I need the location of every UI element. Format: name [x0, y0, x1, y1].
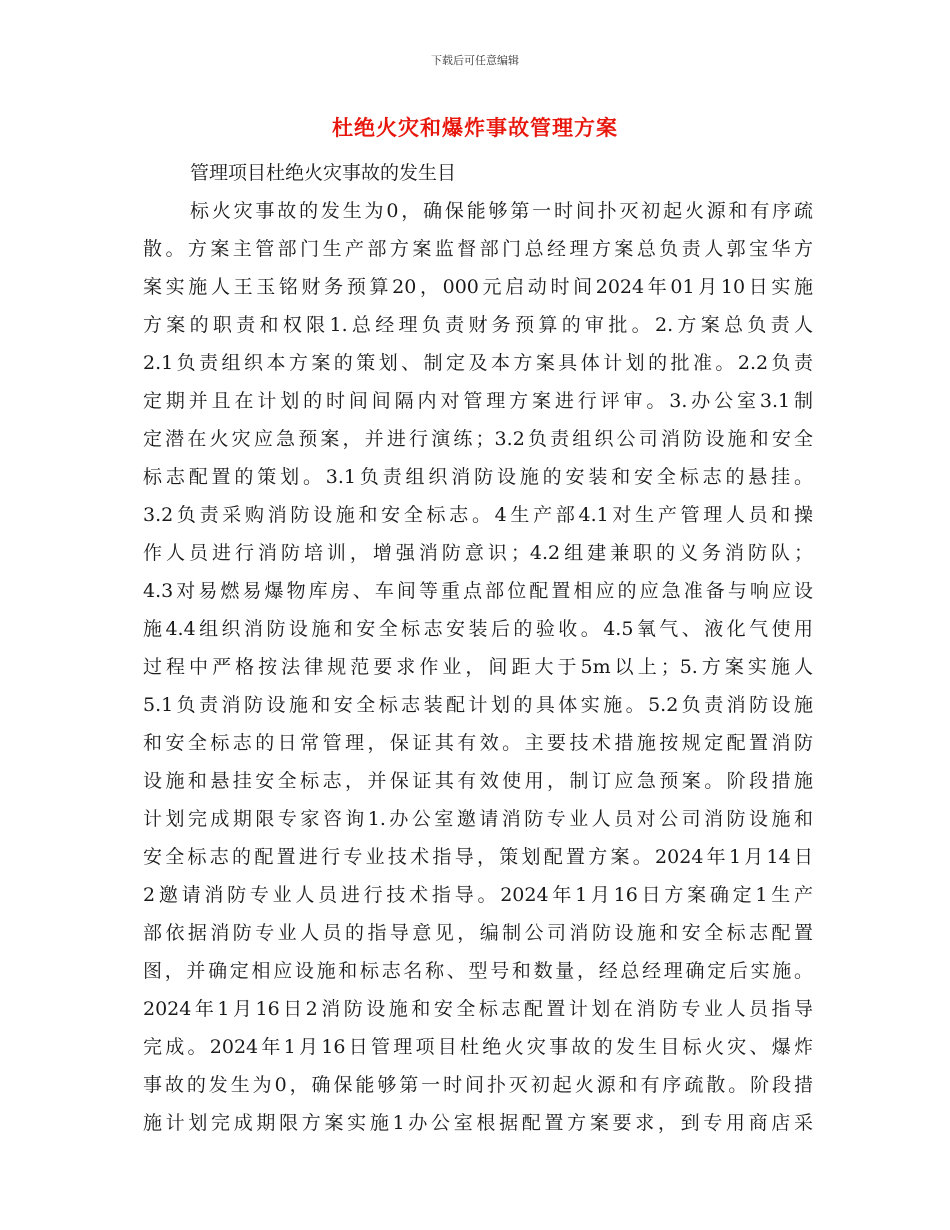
body-line: 5.1负责消防设施和安全标志装配计划的具体实施。5.2负责消防设施: [143, 694, 813, 716]
body-line: 设施和悬挂安全标志，并保证其有效使用，制订应急预案。阶段措施: [143, 770, 813, 792]
body-line: 3.2负责采购消防设施和安全标志。4生产部4.1对生产管理人员和操: [143, 504, 813, 526]
body-line: 标志配置的策划。3.1负责组织消防设施的安装和安全标志的悬挂。: [143, 466, 813, 488]
body-line: 图，并确定相应设施和标志名称、型号和数量，经总经理确定后实施。: [143, 960, 813, 982]
body-line: 管理项目杜绝火灾事故的发生目: [190, 162, 457, 184]
body-line: 施计划完成期限方案实施1办公室根据配置方案要求，到专用商店采: [143, 1112, 813, 1134]
body-line: 和安全标志的日常管理，保证其有效。主要技术措施按规定配置消防: [143, 732, 813, 754]
body-line: 2邀请消防专业人员进行技术指导。2024年1月16日方案确定1生产: [143, 884, 813, 906]
body-line: 2.1负责组织本方案的策划、制定及本方案具体计划的批准。2.2负责: [143, 352, 813, 374]
body-line: 计划完成期限专家咨询1.办公室邀请消防专业人员对公司消防设施和: [143, 808, 813, 830]
body-line: 过程中严格按法律规范要求作业，间距大于5m以上；5.方案实施人: [143, 656, 813, 678]
body-line: 定期并且在计划的时间间隔内对管理方案进行评审。3.办公室3.1制: [143, 390, 813, 412]
body-line: 事故的发生为0，确保能够第一时间扑灭初起火源和有序疏散。阶段措: [143, 1074, 813, 1096]
body-line: 标火灾事故的发生为0，确保能够第一时间扑灭初起火源和有序疏: [190, 200, 813, 222]
body-line: 完成。2024年1月16日管理项目杜绝火灾事故的发生目标火灾、爆炸: [143, 1036, 813, 1058]
body-line: 案实施人王玉铭财务预算20，000元启动时间2024年01月10日实施: [143, 276, 813, 298]
header-note: 下载后可任意编辑: [431, 54, 519, 67]
body-line: 2024年1月16日2消防设施和安全标志配置计划在消防专业人员指导: [143, 998, 813, 1020]
body-line: 方案的职责和权限1.总经理负责财务预算的审批。2.方案总负责人: [143, 314, 813, 336]
body-line: 定潜在火灾应急预案，并进行演练；3.2负责组织公司消防设施和安全: [143, 428, 813, 450]
body-line: 作人员进行消防培训，增强消防意识；4.2组建兼职的义务消防队；: [143, 542, 813, 564]
body-line: 施4.4组织消防设施和安全标志安装后的验收。4.5氧气、液化气使用: [143, 618, 813, 640]
body-line: 散。方案主管部门生产部方案监督部门总经理方案总负责人郭宝华方: [143, 238, 813, 260]
document-title: 杜绝火灾和爆炸事故管理方案: [332, 115, 618, 140]
body-line: 部依据消防专业人员的指导意见，编制公司消防设施和安全标志配置: [143, 922, 813, 944]
body-line: 4.3对易燃易爆物库房、车间等重点部位配置相应的应急准备与响应设: [143, 580, 813, 602]
body-line: 安全标志的配置进行专业技术指导，策划配置方案。2024年1月14日: [143, 846, 813, 868]
